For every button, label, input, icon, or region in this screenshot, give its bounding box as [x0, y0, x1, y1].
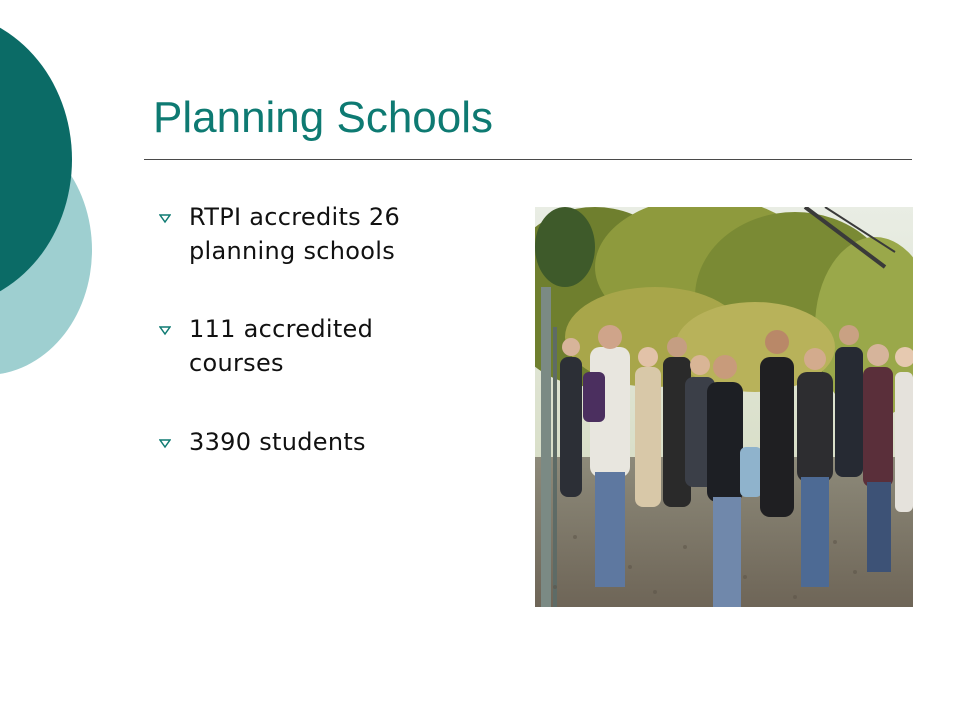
group-of-students-photo — [535, 207, 913, 607]
slide-title: Planning Schools — [153, 93, 494, 142]
bullet-marker-icon — [159, 437, 171, 449]
bullet-marker-icon — [159, 212, 171, 224]
bullet-text: RTPI accredits 26 planning schools — [189, 203, 401, 265]
title-divider — [144, 159, 912, 160]
bullet-marker-icon — [159, 324, 171, 336]
bullet-text: 111 accredited courses — [189, 315, 374, 377]
bullet-text: 3390 students — [189, 428, 366, 456]
